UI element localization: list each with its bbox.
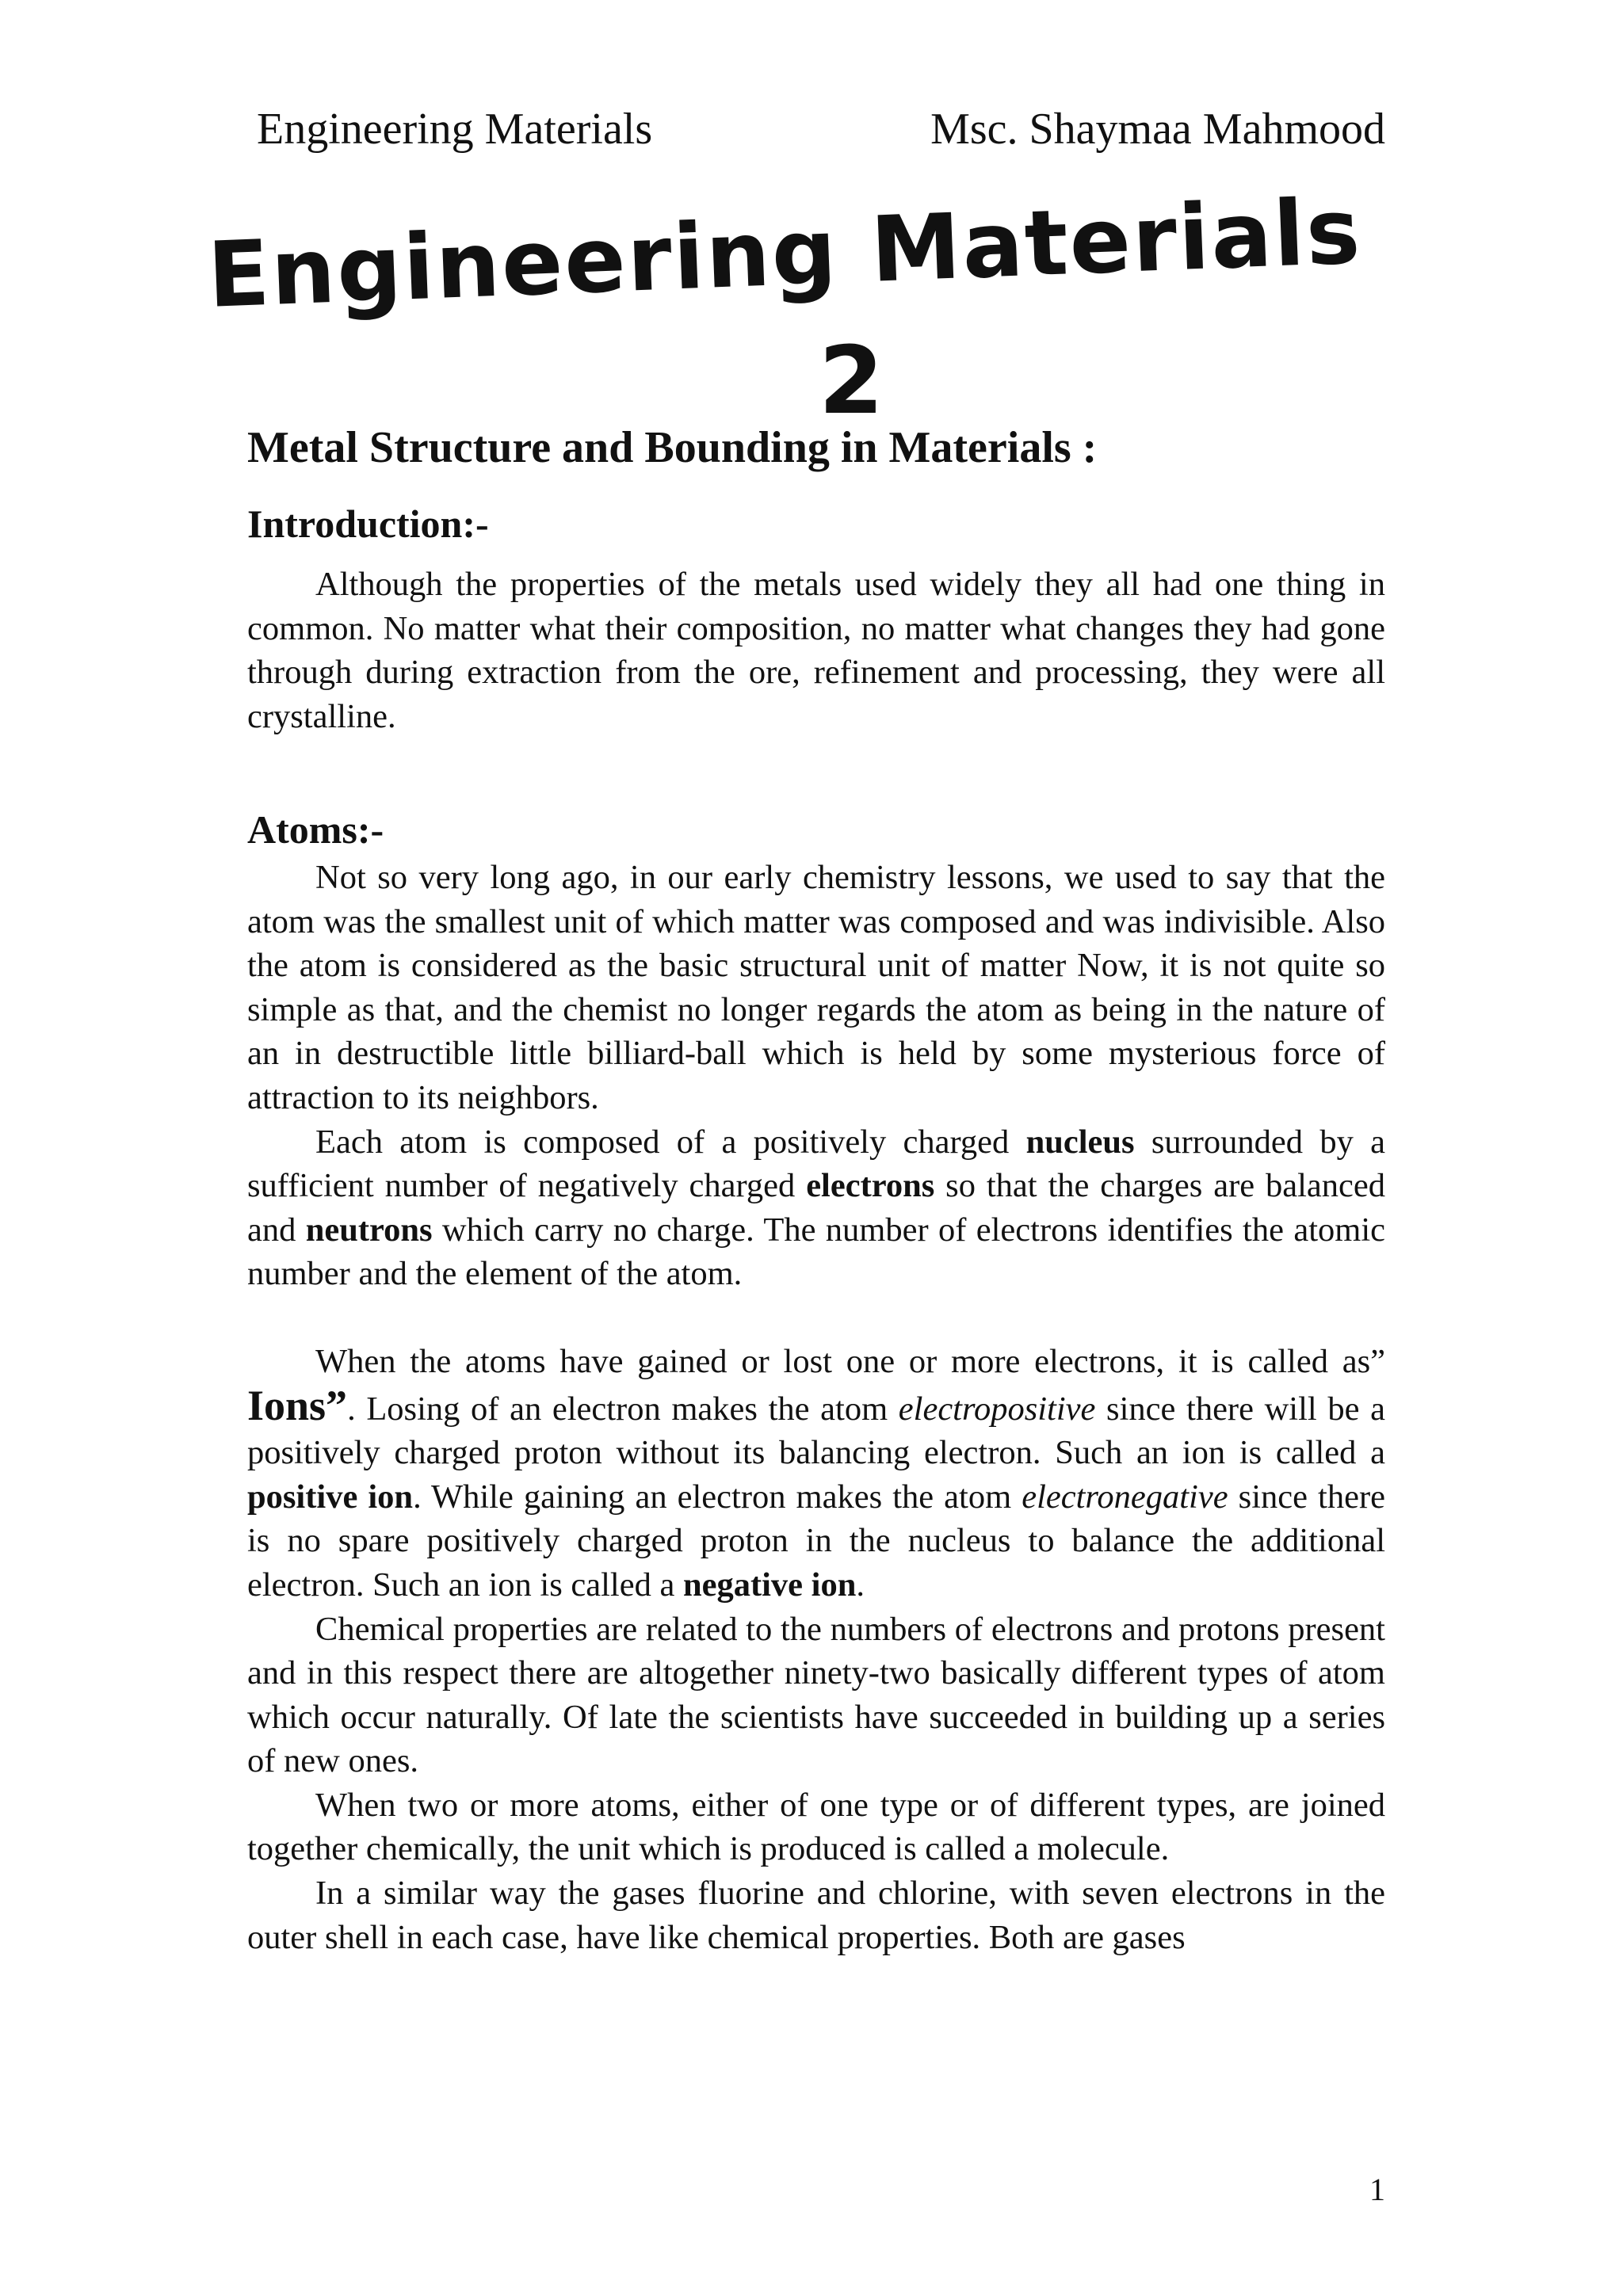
term-negative-ion: negative ion <box>682 1566 857 1604</box>
running-header <box>257 101 1385 157</box>
atoms-paragraph-3: When the atoms have gained or lost one or more electrons, it is called as” Ions”. Losing of an electron makes the atom electropositive since there will be a positively charged proton without its balancing electron. Such an ion is called a positive ion. While gaining an electron makes the atom electronegative since there is no spare positively charged proton in the nucleus to balance the additional electron. Such an ion is called a negative ion. <box>247 1342 1385 1604</box>
section-heading: Metal Structure and Bounding in Materials : <box>247 423 1098 472</box>
page-number: 1 <box>1369 2172 1385 2207</box>
introduction-heading: Introduction:- <box>247 502 489 546</box>
atoms-heading: Atoms:- <box>247 807 384 852</box>
atoms-paragraph-1: Not so very long ago, in our early chemistry lessons, we used to say that the atom was the smallest unit of which matter was composed and was indivisible. Also the atom is considered as the basic structural unit of matter Now, it is not quite so simple as that, and the chemist no longer regards the atom as being in the nature of an in destructible little billiard-ball which is held by some mysterious force of attraction to its neighbors. <box>247 859 1385 1116</box>
term-electronegative: electronegative <box>1022 1478 1228 1516</box>
header-course-title: Engineering Materials <box>257 105 653 154</box>
term-electropositive: electropositive <box>898 1390 1096 1428</box>
atoms-paragraph-6: In a similar way the gases fluorine and chlorine, with seven electrons in the outer shell in each case, have like chemical properties. Both are gases <box>247 1875 1385 1956</box>
term-nucleus: nucleus <box>1025 1123 1135 1161</box>
introduction-section <box>247 498 1385 738</box>
title-line-2: 2 <box>818 326 886 435</box>
header-author: Msc. Shaymaa Mahmood <box>930 105 1385 154</box>
term-positive-ion: positive ion <box>247 1478 414 1516</box>
term-ions: Ions” <box>247 1381 348 1429</box>
atoms-section <box>247 803 1385 1959</box>
atoms-paragraph-5: When two or more atoms, either of one type or of different types, are joined together chemically, the unit which is produced is called a molecule. <box>247 1786 1385 1868</box>
term-electrons: electrons <box>806 1167 935 1205</box>
atoms-paragraph-4: Chemical properties are related to the numbers of electrons and protons present and in this respect there are altogether ninety-two basically different types of atom which occur naturally. Of late the scientists have succeeded in building up a series of new ones. <box>247 1610 1385 1780</box>
atoms-paragraph-2: Each atom is composed of a positively charged nucleus surrounded by a sufficient number of negatively charged electrons so that the charges are balanced and neutrons which carry no charge. The number of electrons identifies the atomic number and the element of the atom. <box>247 1123 1385 1293</box>
document-title <box>205 178 1364 444</box>
term-neutrons: neutrons <box>305 1211 433 1249</box>
title-line-1: Engineering Materials <box>205 178 1364 328</box>
introduction-paragraph: Although the properties of the metals used widely they all had one thing in common. No matter what their composition, no matter what changes they had gone through during extraction from the ore, refinement and processing, they were all crystalline. <box>247 566 1385 735</box>
